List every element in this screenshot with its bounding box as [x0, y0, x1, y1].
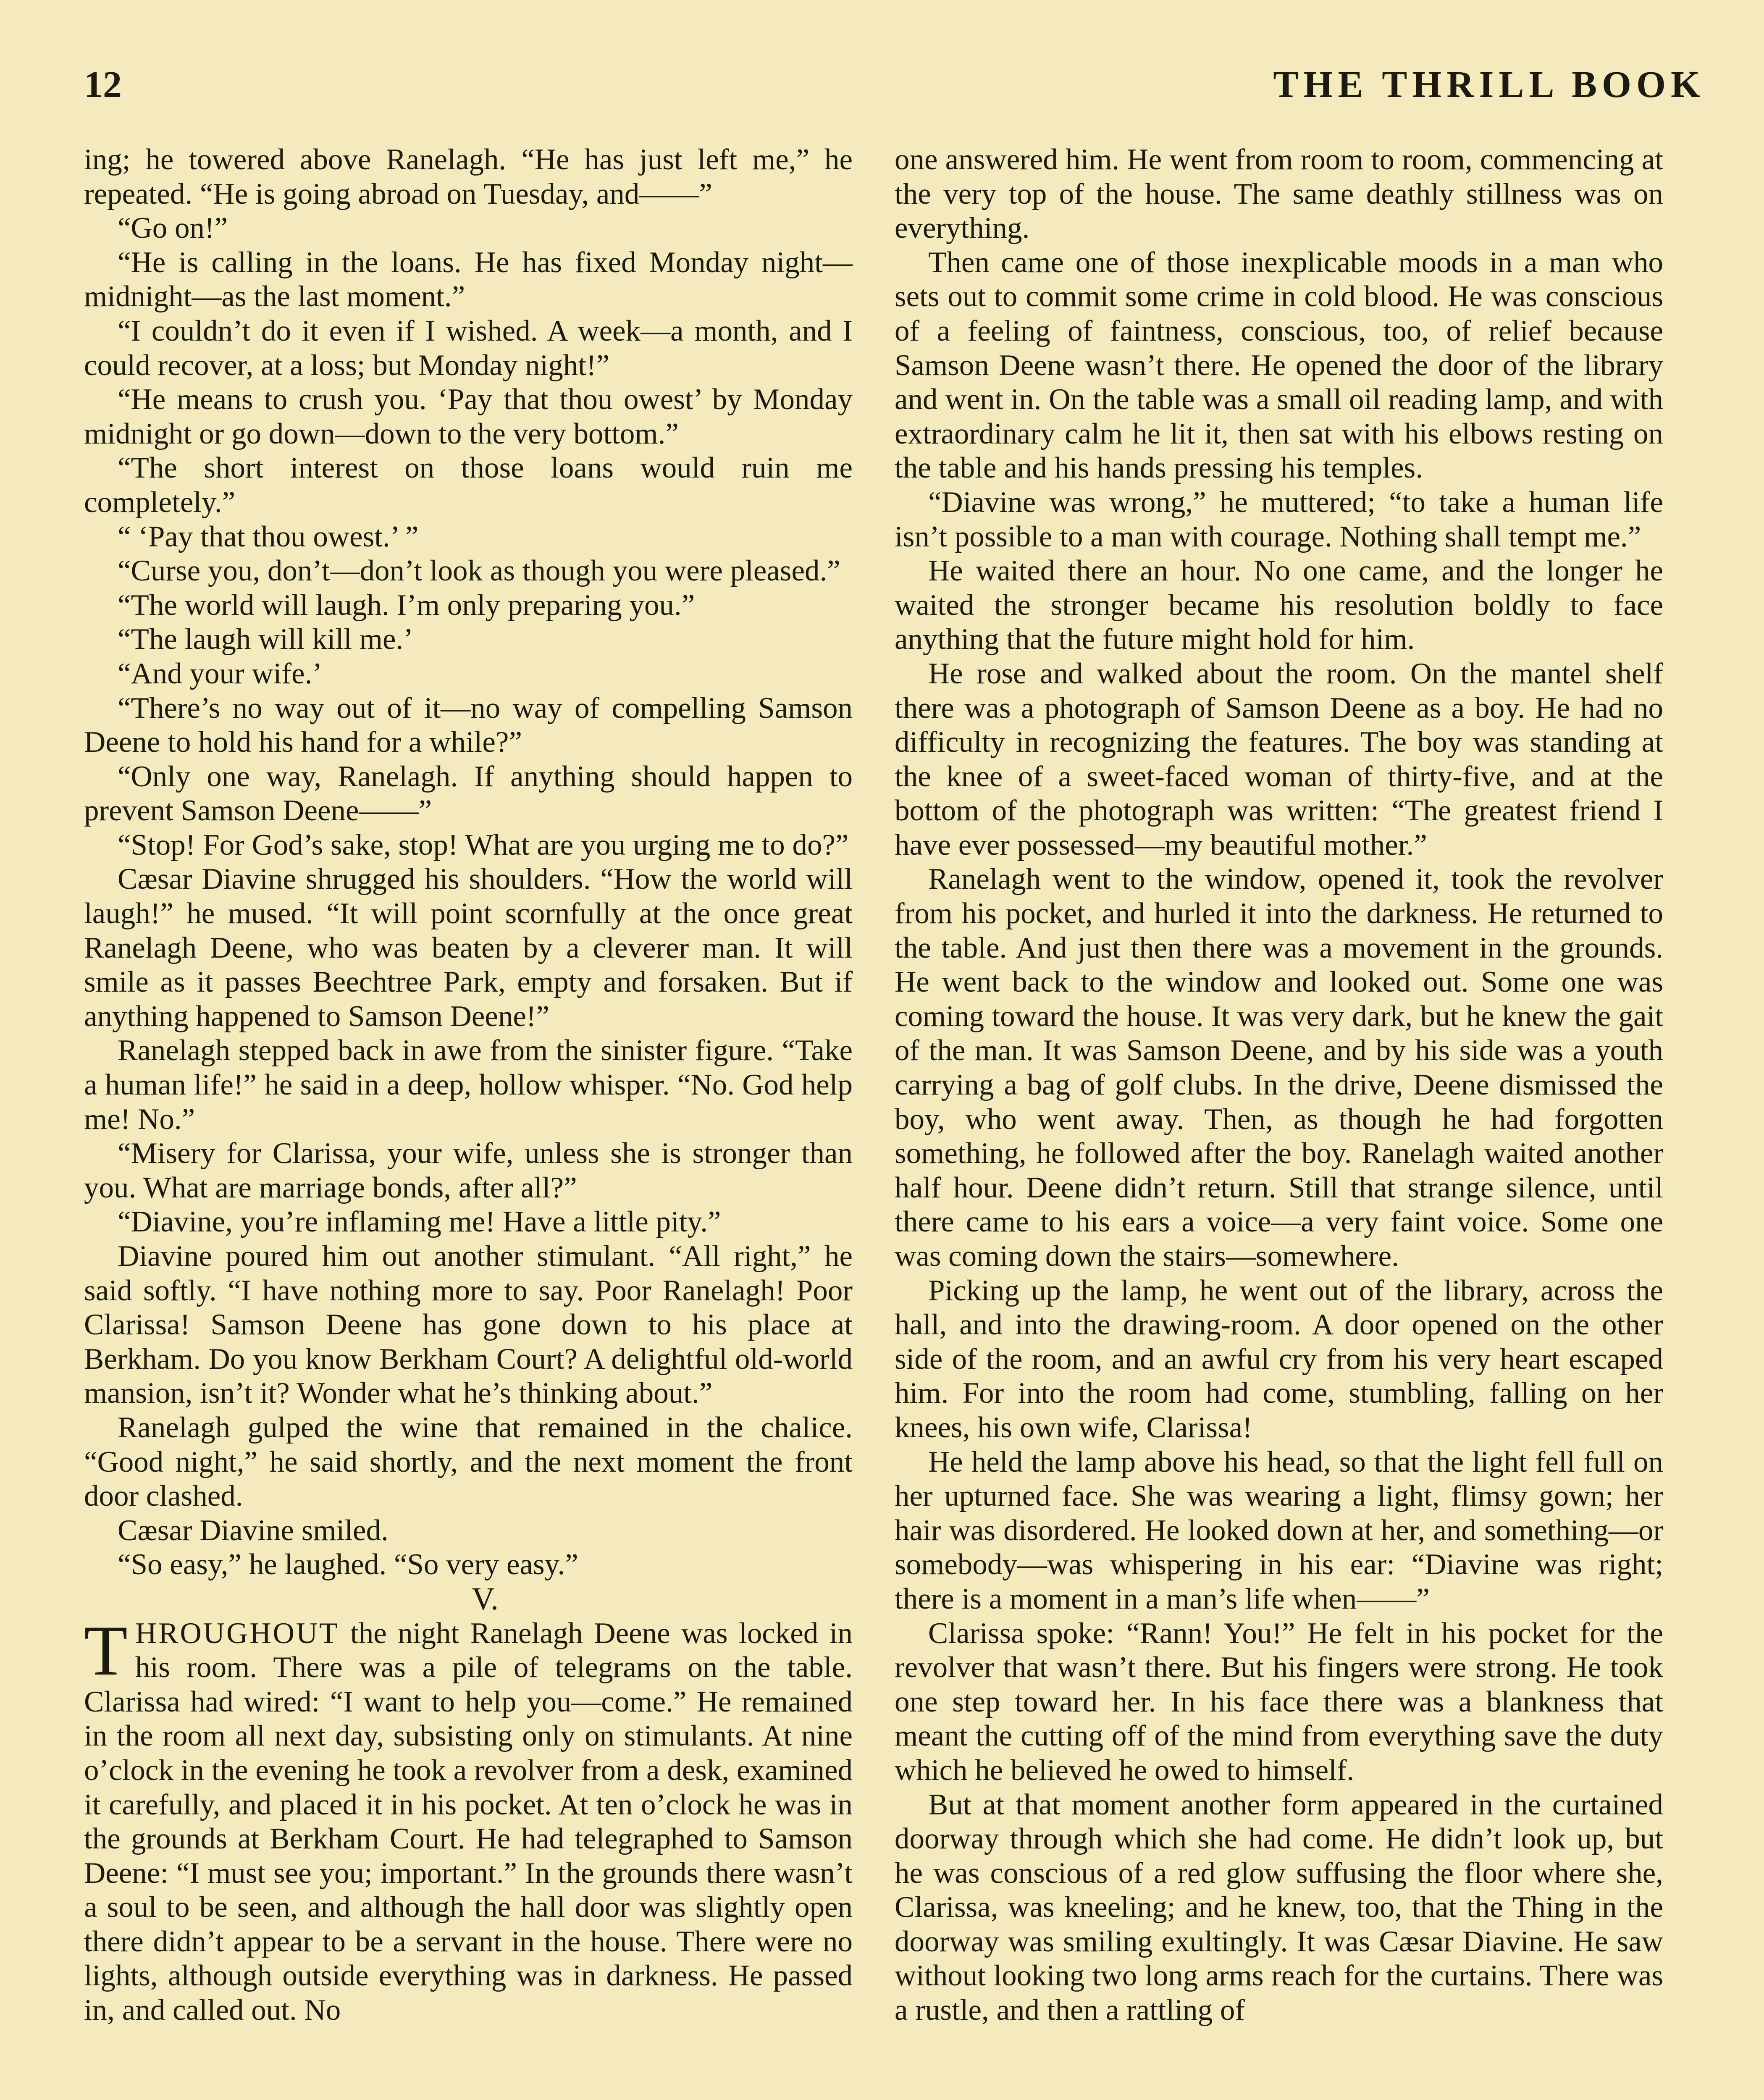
paragraph: Then came one of those inexplicable moods in a man who sets out to commit some crime in cold blood. He was conscious of a feeling of faintness, conscious, too, of relief because Samson Deene wasn’t there. He opened the door of the library and went in. On the table was a small oil reading lamp, and with extraordinary calm he lit it, then sat with his elbows resting on the table and his hands pressing his temples. [895, 246, 1663, 485]
paragraph: He held the lamp above his head, so that the light fell full on her upturned face. She was wearing a light, flimsy gown; her hair was disordered. He looked down at her, and something—or somebody—was whispering in his ear: “Diavine was right; there is a moment in a man’s life when——” [895, 1445, 1663, 1615]
paragraph: “So easy,” he laughed. “So very easy.” [118, 1548, 578, 1581]
paragraph: “The short interest on those loans would ruin me completely.” [84, 452, 853, 519]
paragraph: Diavine poured him out another stimulant. “All right,” he said softly. “I have nothing more to say. Poor Ranelagh! Poor Clarissa! Samson Deene has gone down to his place at Berkham. Do you know Berkham Court? A delightful old-world mansion, isn’t it? Wonder what he’s thinking about.” [84, 1240, 853, 1410]
paragraph: Ranelagh gulped the wine that remained in the chalice. “Good night,” he said shortly, and the next moment the front door clashed. [84, 1411, 853, 1513]
paragraph: Cæsar Diavine shrugged his shoulders. “How the world will laugh!” he mused. “It will point scornfully at the once great Ranelagh Deene, who was beaten by a cleverer man. It will smile as it passes Beechtree Park, empty and forsaken. But if anything happened to Samson Deene!” [84, 863, 853, 1033]
left-column [84, 143, 853, 2028]
paragraph: “Curse you, don’t—don’t look as though you were pleased.” [118, 554, 840, 588]
paragraph: Ranelagh went to the window, opened it, took the revolver from his pocket, and hurled it into the darkness. He returned to the table. And just then there was a movement in the grounds. He went back to the window and looked out. Some one was coming toward the house. It was very dark, but he knew the gait of the man. It was Samson Deene, and by his side was a youth carrying a bag of golf clubs. In the drive, Deene dismissed the boy, who went away. Then, as though he had forgotten something, he followed after the boy. Ranelagh waited another half hour. Deene didn’t return. Still that strange silence, until there came to his ears a voice—a very faint voice. Some one was coming down the stairs—somewhere. [895, 863, 1663, 1273]
paragraph: He waited there an hour. No one came, and the longer he waited the stronger became his resolution boldly to face anything that the future might hold for him. [895, 554, 1663, 656]
running-title: THE THRILL BOOK [1273, 64, 1705, 105]
paragraph: Clarissa spoke: “Rann! You!” He felt in his pocket for the revolver that wasn’t there. But his fingers were strong. He took one step toward her. In his face there was a blankness that meant the cutting off of the mind from everything save the duty which he believed he owed to himself. [895, 1617, 1663, 1787]
right-column [895, 143, 1663, 2028]
paragraph: “He means to crush you. ‘Pay that thou owest’ by Monday midnight or go down—down to the very bottom.” [84, 383, 853, 450]
section-heading: V. [471, 1581, 499, 1617]
paragraph: “I couldn’t do it even if I wished. A week—a month, and I could recover, at a loss; but Monday night!” [84, 314, 853, 382]
paragraph: Ranelagh stepped back in awe from the sinister figure. “Take a human life!” he said in a deep, hollow whisper. “No. God help me! No.” [84, 1034, 853, 1136]
page-header [84, 63, 1705, 113]
page-number: 12 [84, 64, 122, 105]
paragraph: “The laugh will kill me.’ [118, 623, 413, 656]
paragraph: Cæsar Diavine smiled. [118, 1514, 388, 1547]
paragraph: “Diavine was wrong,” he muttered; “to take a human life isn’t possible to a man with courage. Nothing shall tempt me.” [895, 486, 1663, 553]
paragraph-text: the night Ranelagh Deene was locked in his room. There was a pile of telegrams on the table. Clarissa had wired: “I want to help you—come.” He remained in the room all next day, subsisting only on stimulants. At nine o’clock in the evening he took a revolver from a desk, examined it carefully, and placed it in his pocket. At ten o’clock he was in the grounds at Berkham Court. He had telegraphed to Samson Deene: “I must see you; important.” In the grounds there wasn’t a soul to be seen, and although the hall door was slightly open there didn’t appear to be a servant in the house. There were no lights, although outside everything was in darkness. He passed in, and called out. No [84, 1617, 853, 2027]
paragraph: “He is calling in the loans. He has fixed Monday night—midnight—as the last moment.” [84, 246, 853, 313]
dropcap-paragraph [84, 1611, 853, 2028]
paragraph: ing; he towered above Ranelagh. “He has just left me,” he repeated. “He is going abroad on Tuesday, and——” [84, 143, 853, 210]
paragraph: “The world will laugh. I’m only preparing you.” [118, 588, 695, 622]
paragraph: “Go on!” [118, 212, 228, 245]
paragraph: “There’s no way out of it—no way of compelling Samson Deene to hold his hand for a while?” [84, 691, 853, 759]
paragraph: “ ‘Pay that thou owest.’ ” [118, 520, 419, 553]
paragraph: “Misery for Clarissa, your wife, unless she is stronger than you. What are marriage bonds, after all?” [84, 1137, 853, 1204]
paragraph: “Only one way, Ranelagh. If anything should happen to prevent Samson Deene——” [84, 760, 853, 827]
paragraph: “And your wife.’ [118, 657, 322, 690]
lead-caps: HROUGHOUT [135, 1617, 339, 1650]
paragraph: Picking up the lamp, he went out of the library, across the hall, and into the drawing-room. A door opened on the other side of the room, and an awful cry from his very heart escaped him. For into the room had come, stumbling, falling on her knees, his own wife, Clarissa! [895, 1274, 1663, 1444]
paragraph: But at that moment another form appeared in the curtained doorway through which she had come. He didn’t look up, but he was conscious of a red glow suffusing the floor where she, Clarissa, was kneeling; and he knew, too, that the Thing in the doorway was smiling exultingly. It was Cæsar Diavine. He saw without looking two long arms reach for the curtains. There was a rustle, and then a rattling of [895, 1788, 1663, 2027]
paragraph: “Diavine, you’re inflaming me! Have a little pity.” [118, 1205, 721, 1239]
paragraph: one answered him. He went from room to room, commencing at the very top of the house. The same deathly stillness was on everything. [895, 143, 1663, 245]
drop-cap: T [84, 1611, 128, 1690]
paragraph: He rose and walked about the room. On the mantel shelf there was a photograph of Samson Deene as a boy. He had no difficulty in recognizing the features. The boy was standing at the knee of a sweet-faced woman of thirty-five, and at the bottom of the photograph was written: “The greatest friend I have ever possessed—my beautiful mother.” [895, 657, 1663, 861]
paragraph: “Stop! For God’s sake, stop! What are you urging me to do?” [118, 828, 849, 861]
